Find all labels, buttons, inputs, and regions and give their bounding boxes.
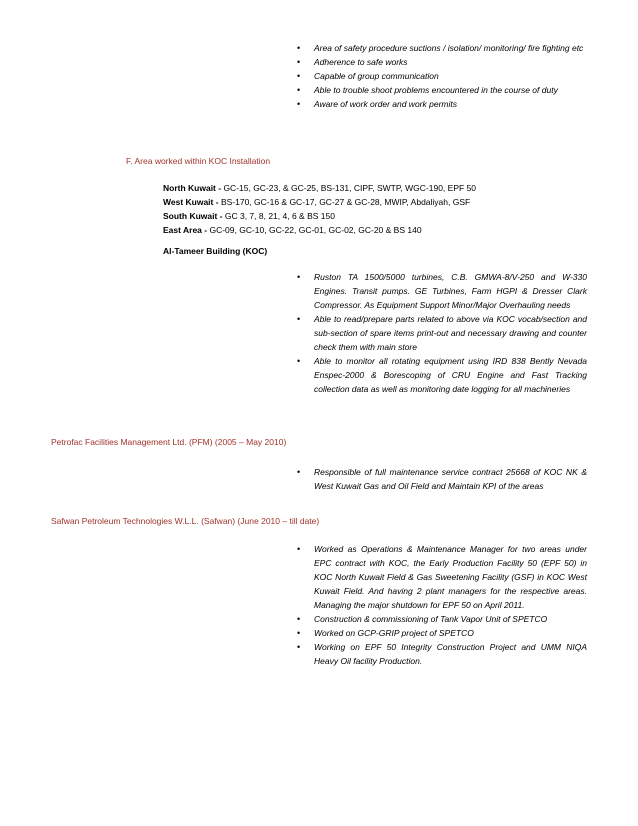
building-heading: Al-Tameer Building (KOC) (163, 246, 268, 256)
koc-areas-list (163, 181, 476, 237)
safwan-employer-heading: Safwan Petroleum Technologies W.L.L. (Safwan) (June 2010 – till date) (51, 516, 320, 526)
koc-area-heading: F. Area worked within KOC Installation (126, 156, 271, 166)
list-item: • Capable of group communication (297, 69, 587, 83)
pfm-duties-list (297, 465, 587, 493)
list-item: • Ruston TA 1500/5000 turbines, C.B. GMWA-8/V-250 and W-330 Engines. Transit pumps. GE Turbines, Farm HGPI & Dresser Clark Compressor. As Equipment Support Minor/Major Overhauling needs (297, 270, 587, 312)
list-item: • Area of safety procedure suctions / isolation/ monitoring/ fire fighting etc (297, 41, 587, 55)
area-row-south (163, 209, 476, 223)
list-item: • Construction & commissioning of Tank Vapor Unit of SPETCO (297, 612, 587, 626)
koc-duties-list (297, 270, 587, 396)
list-item: • Able to monitor all rotating equipment using IRD 838 Bently Nevada Enspec-2000 & Borescoping of CRU Engine and Fast Tracking collection data as well as monitoring date logging for all machineries (297, 354, 587, 396)
area-value: GC 3, 7, 8, 21, 4, 6 & BS 150 (222, 211, 335, 221)
area-row-west (163, 195, 476, 209)
list-item: • Able to trouble shoot problems encountered in the course of duty (297, 83, 587, 97)
safwan-duties-list (297, 542, 587, 668)
list-item: • Able to read/prepare parts related to above via KOC vocab/section and sub-section of spare items print-out and necessary drawing and counter check them with main store (297, 312, 587, 354)
area-value: GC-09, GC-10, GC-22, GC-01, GC-02, GC-20 & BS 140 (207, 225, 422, 235)
area-label: South Kuwait - (163, 211, 223, 221)
area-row-north (163, 181, 476, 195)
list-item: • Aware of work order and work permits (297, 97, 587, 111)
area-row-east (163, 223, 476, 237)
list-item: • Adherence to safe works (297, 55, 587, 69)
area-label: West Kuwait - (163, 197, 219, 207)
area-label: East Area - (163, 225, 208, 235)
pfm-employer-heading: Petrofac Facilities Management Ltd. (PFM) (2005 – May 2010) (51, 437, 287, 447)
list-item: • Worked on GCP-GRIP project of SPETCO (297, 626, 587, 640)
list-item: • Worked as Operations & Maintenance Manager for two areas under EPC contract with KOC, the Early Production Facility 50 (EPF 50) in KOC North Kuwait Field & Gas Sweetening Facility (GSF) in KOC West Kuwait Field. And having 2 plant managers for the respective areas. Managing the major shutdown for EPF 50 on April 2011. (297, 542, 587, 612)
area-value: BS-170, GC-16 & GC-17, GC-27 & GC-28, MWIP, Abdaliyah, GSF (218, 197, 471, 207)
safety-skills-list (297, 41, 587, 111)
list-item: • Responsible of full maintenance service contract 25668 of KOC NK & West Kuwait Gas and Oil Field and Maintain KPI of the areas (297, 465, 587, 493)
area-value: GC-15, GC-23, & GC-25, BS-131, CIPF, SWTP, WGC-190, EPF 50 (221, 183, 476, 193)
area-label: North Kuwait - (163, 183, 222, 193)
list-item: • Working on EPF 50 Integrity Construction Project and UMM NIQA Heavy Oil facility Production. (297, 640, 587, 668)
